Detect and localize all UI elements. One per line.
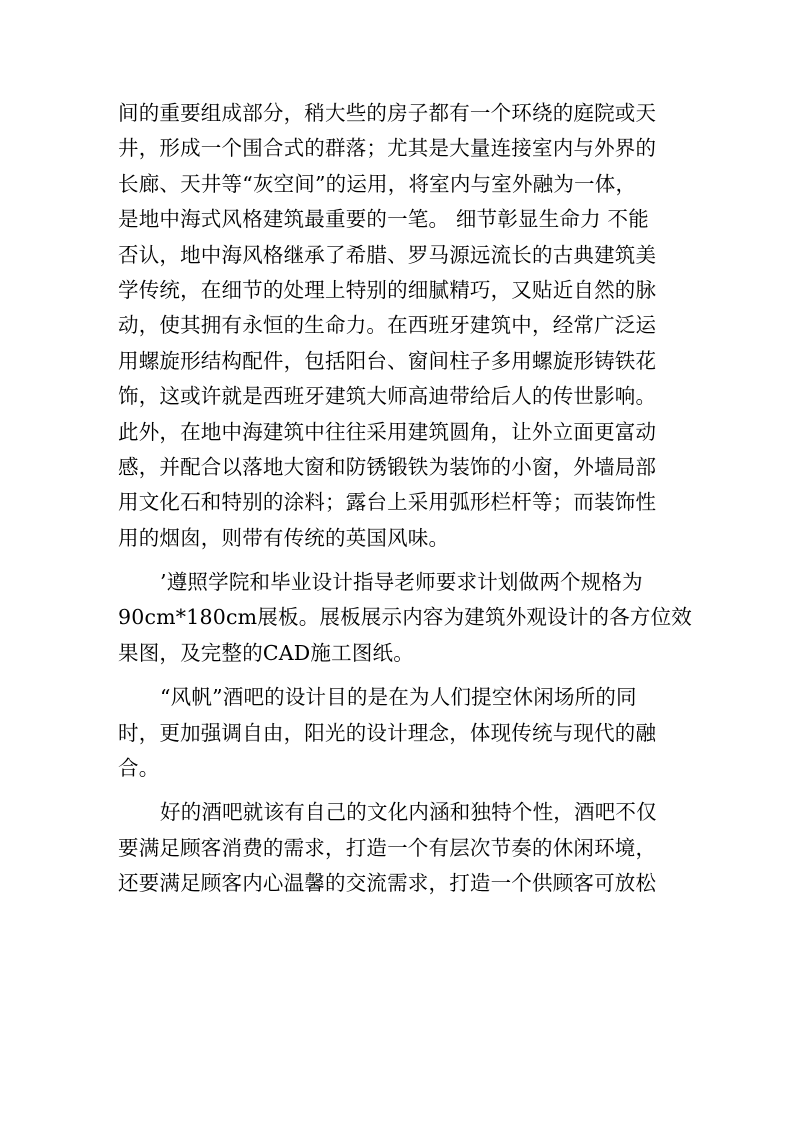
text-line: 长廊、天井等“灰空间”的运用，将室内与室外融为一体， [118, 171, 637, 196]
text-line: 感，并配合以落地大窗和防锈锻铁为装饰的小窗，外墙局部 [118, 454, 657, 479]
text-line: “风帆”酒吧的设计目的是在为人们提空休闲场所的同 [160, 685, 637, 710]
text-line: 间的重要组成部分，稍大些的房子都有一个环绕的庭院或天 [118, 101, 657, 125]
paragraph-bar-culture [118, 795, 678, 901]
text-line: 时，更加强调自由，阳光的设计理念，体现传统与现代的融 [118, 720, 657, 745]
text-line: 此外，在地中海建筑中往往采用建筑圆角，让外立面更富动 [118, 419, 657, 444]
text-line: 用文化石和特别的涂料；露台上采用弧形栏杆等；而装饰性 [118, 490, 657, 515]
paragraph-display-boards [118, 565, 693, 671]
text-line: 要满足顾客消费的需求，打造一个有层次节奏的休闲环境， [118, 835, 657, 860]
text-line: 还要满足顾客内心温馨的交流需求，打造一个供顾客可放松 [118, 871, 657, 896]
text-line: 学传统，在细节的处理上特别的细腻精巧，又贴近自然的脉 [118, 277, 657, 302]
text-line: ’遵照学院和毕业设计指导老师要求计划做两个规格为 [160, 570, 643, 595]
body-text [118, 96, 693, 902]
text-line: 果图，及完整的CAD施工图纸。 [118, 640, 414, 665]
text-line: 好的酒吧就该有自己的文化内涵和独特个性，酒吧不仅 [160, 800, 657, 825]
text-line: 90cm*180cm展板。展板展示内容为建筑外观设计的各方位效 [118, 605, 693, 630]
paragraph-bar-design-goal [118, 680, 678, 786]
paragraph-architecture [118, 96, 678, 556]
text-line: 饰，这或许就是西班牙建筑大师高迪带给后人的传世影响。 [118, 384, 657, 409]
text-line: 动，使其拥有永恒的生命力。在西班牙建筑中，经常广泛运 [118, 313, 657, 338]
text-line: 用的烟囱，则带有传统的英国风味。 [118, 525, 450, 550]
text-line: 井，形成一个围合式的群落；尤其是大量连接室内与外界的 [118, 136, 657, 161]
text-line: 是地中海式风格建筑最重要的一笔。 细节彰显生命力 不能 [118, 207, 649, 232]
text-line: 用螺旋形结构配件，包括阳台、窗间柱子多用螺旋形铸铁花 [118, 348, 657, 373]
text-line: 否认，地中海风格继承了希腊、罗马源远流长的古典建筑美 [118, 242, 657, 267]
text-line: 合。 [118, 756, 160, 781]
